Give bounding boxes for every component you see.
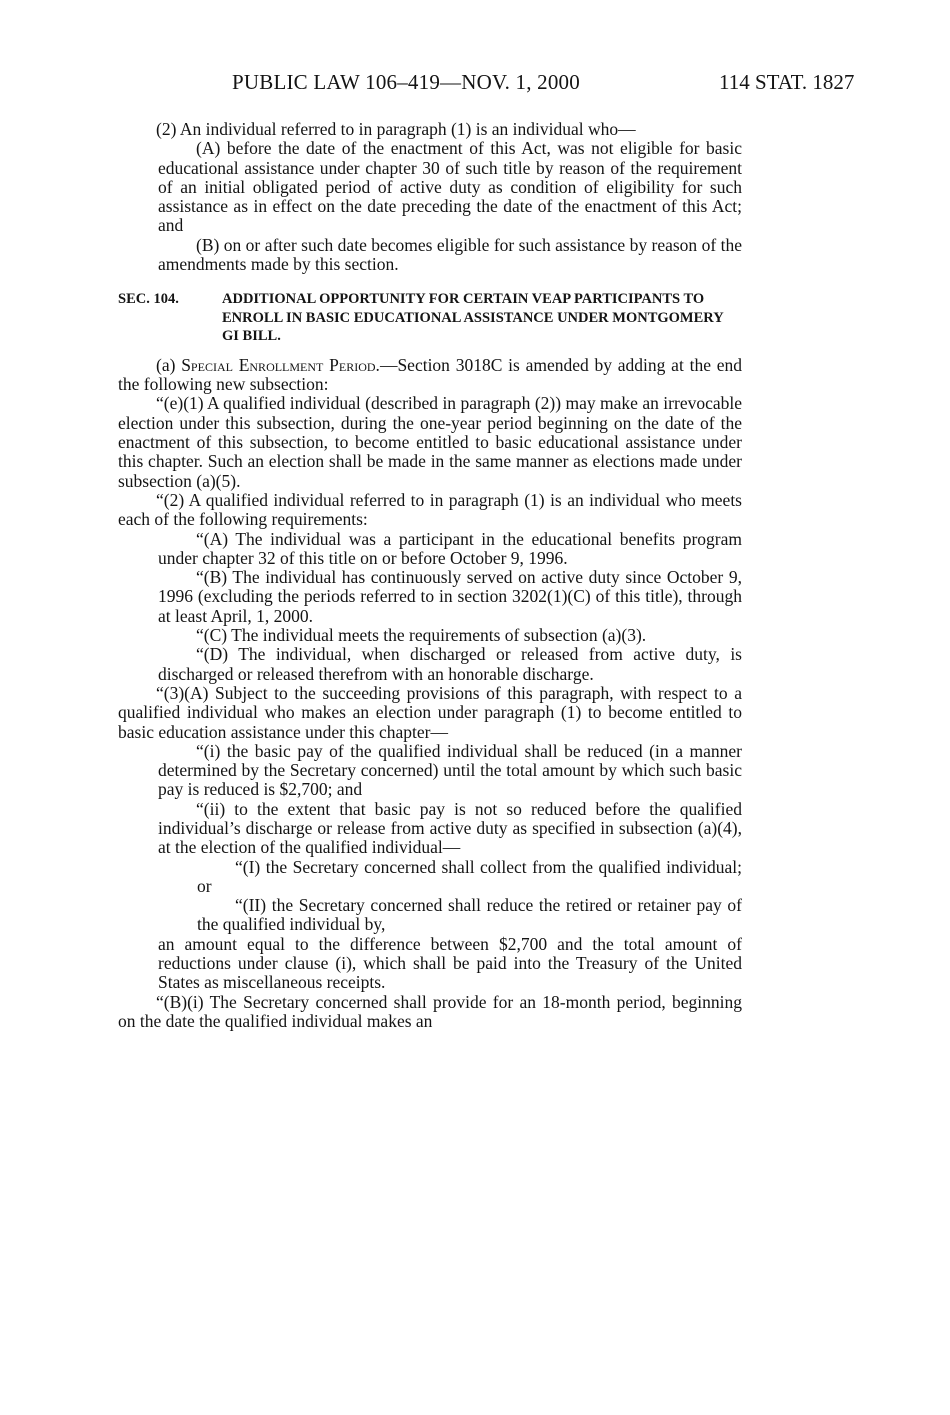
- running-header-title: PUBLIC LAW 106–419—NOV. 1, 2000: [232, 70, 580, 94]
- subparagraph-b: (B) on or after such date becomes eligible for such assistance by reason of the amendments made by this section.: [158, 234, 742, 275]
- paragraph-e-2: “(2) A qualified individual referred to in paragraph (1) is an individual who meets each of the following requirements:: [118, 489, 742, 530]
- running-header-stat-page: 114 STAT. 1827: [719, 70, 855, 94]
- requirement-c: “(C) The individual meets the requirements of subsection (a)(3).: [196, 625, 647, 646]
- paragraph-2-individual: (2) An individual referred to in paragraph (1) is an individual who—: [156, 119, 636, 139]
- paragraph-e-3-b-i: “(B)(i) The Secretary concerned shall provide for an 18-month period, beginning on the date the qualified individual makes an: [118, 991, 742, 1031]
- paragraph-e-3-a: “(3)(A) Subject to the succeeding provisions of this paragraph, with respect to a qualified individual who makes an election under paragraph (1) to become entitled to basic education assistance under this chapter—: [118, 682, 742, 742]
- section-number: SEC. 104.: [118, 291, 179, 308]
- amount-continuation: an amount equal to the difference between $2,700 and the total amount of reductions under clause (i), which shall be paid into the Treasury of the United States as miscellaneous receipts.: [158, 933, 742, 993]
- clause-ii: “(ii) to the extent that basic pay is not so reduced before the qualified individual’s discharge or release from active duty as specified in subsection (a)(4), at the election of the qualified individual—: [158, 798, 742, 858]
- subsection-a-text: —Section 3018C is amended by adding at the end the following new subsection:: [118, 354, 743, 395]
- clause-i: “(i) the basic pay of the qualified individual shall be reduced (in a manner determined by the Secretary concerned) until the total amount by which such basic pay is reduced is $2,700; and: [158, 740, 742, 800]
- subsection-a-lead: (a): [156, 354, 182, 375]
- subclause-II: “(II) the Secretary concerned shall reduce the retired or retainer pay of the qualified individual by,: [197, 895, 742, 935]
- section-title: ADDITIONAL OPPORTUNITY FOR CERTAIN VEAP PARTICIPANTS TO ENROLL IN BASIC EDUCATIONAL ASSISTANCE UNDER MONTGOMERY GI BILL.: [222, 291, 724, 345]
- subsection-a-special-enrollment: [118, 356, 742, 395]
- subclause-I: “(I) the Secretary concerned shall collect from the qualified individual; or: [197, 856, 742, 896]
- section-heading: [118, 290, 742, 346]
- document-body: [118, 120, 742, 1031]
- requirement-a: “(A) The individual was a participant in the educational benefits program under chapter 32 of this title on or before October 9, 1996.: [158, 528, 742, 568]
- paragraph-e-1: “(e)(1) A qualified individual (described in paragraph (2)) may make an irrevocable election under this subsection, during the one-year period beginning on the date of the enactment of this subsection, to become entitled to basic educational assistance under this chapter. Such an election shall be made in the same manner as elections made under subsection (a)(5).: [118, 393, 742, 491]
- subsection-a-heading: Special Enrollment Period.: [181, 354, 380, 375]
- requirement-d: “(D) The individual, when discharged or released from active duty, is discharged or released therefrom with an honorable discharge.: [158, 644, 742, 684]
- requirement-b: “(B) The individual has continuously served on active duty since October 9, 1996 (excluding the periods referred to in section 3202(1)(C) of this title), through at least April, 1, 2000.: [158, 567, 742, 626]
- subparagraph-a: (A) before the date of the enactment of this Act, was not eligible for basic educational assistance under chapter 30 of such title by reason of the requirement of an initial obligated period of active duty as condition of eligibility for such assistance as in effect on the date preceding the date of the enactment of this Act; and: [158, 138, 742, 236]
